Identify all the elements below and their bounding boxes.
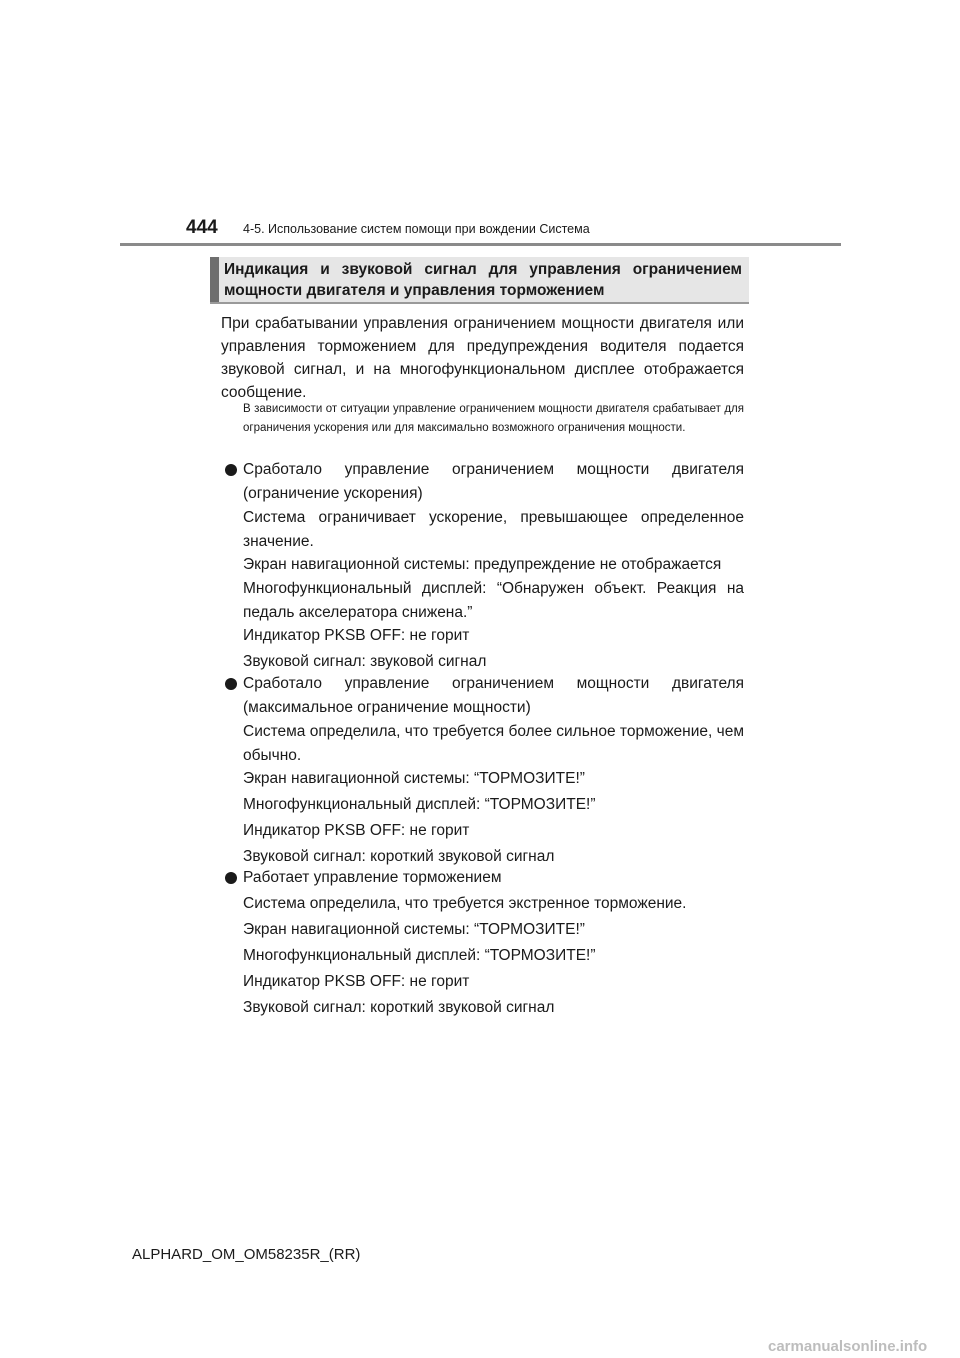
bullet-dot-icon xyxy=(225,872,237,884)
header-rule xyxy=(120,243,841,246)
bullet-heading: Сработало управление ограничением мощности двигателя (максимальное ограничение мощности) xyxy=(243,675,744,716)
section-heading-box xyxy=(210,257,749,304)
running-head: 4-5. Использование систем помощи при вождении Система xyxy=(243,222,590,236)
item-3-line-4: Индикатор PKSB OFF: не горит xyxy=(243,973,470,990)
item-3-line-5: Звуковой сигнал: короткий звуковой сигнал xyxy=(243,999,555,1016)
section-title-line2: мощности двигателя и управления торможением xyxy=(224,282,605,299)
item-3-line-2: Экран навигационной системы: “ТОРМОЗИТЕ!” xyxy=(243,921,585,938)
item-2-line-3: Многофункциональный дисплей: “ТОРМОЗИТЕ!” xyxy=(243,796,596,813)
bullet-heading: Работает управление торможением xyxy=(243,869,502,886)
item-1-line-5: Звуковой сигнал: звуковой сигнал xyxy=(243,653,487,670)
watermark: carmanualsonline.info xyxy=(768,1338,928,1355)
bullet-item-3 xyxy=(221,866,744,890)
bullet-heading: Сработало управление ограничением мощности двигателя (ограничение ускорения) xyxy=(243,461,744,502)
bullet-item-1 xyxy=(221,458,744,506)
bullet-dot-icon xyxy=(225,464,237,476)
section-heading-bar xyxy=(210,257,219,302)
footer-code: ALPHARD_OM_OM58235R_(RR) xyxy=(132,1246,361,1263)
intro-paragraph: При срабатывании управления ограничением мощности двигателя или управления торможением для предупреждения водителя подается звуковой сигнал, и на многофункциональном дисплее отображается сообщение. xyxy=(221,315,744,401)
page-number: 444 xyxy=(186,217,218,238)
bullet-dot-icon xyxy=(225,678,237,690)
item-2-line-5: Звуковой сигнал: короткий звуковой сигнал xyxy=(243,848,555,865)
item-1-line-3: Многофункциональный дисплей: “Обнаружен объект. Реакция на педаль акселератора снижена.” xyxy=(243,580,744,621)
section-title xyxy=(224,259,742,301)
item-2-line-1: Система определила, что требуется более сильное торможение, чем обычно. xyxy=(243,723,744,764)
item-1-line-2: Экран навигационной системы: предупреждение не отображается xyxy=(243,556,722,573)
item-3-line-1: Система определила, что требуется экстренное торможение. xyxy=(243,895,687,912)
item-3-line-3: Многофункциональный дисплей: “ТОРМОЗИТЕ!” xyxy=(243,947,596,964)
item-2-line-2: Экран навигационной системы: “ТОРМОЗИТЕ!” xyxy=(243,770,585,787)
section-title-line1: Индикация и звуковой сигнал для управления ограничением xyxy=(224,261,742,278)
item-1-line-4: Индикатор PKSB OFF: не горит xyxy=(243,627,470,644)
bullet-item-2 xyxy=(221,672,744,720)
note-paragraph: В зависимости от ситуации управление ограничением мощности двигателя срабатывает для ограничения ускорения или для максимально возможного ограничения мощности. xyxy=(243,403,744,434)
item-2-line-4: Индикатор PKSB OFF: не горит xyxy=(243,822,470,839)
item-1-line-1: Система ограничивает ускорение, превышающее определенное значение. xyxy=(243,509,744,550)
